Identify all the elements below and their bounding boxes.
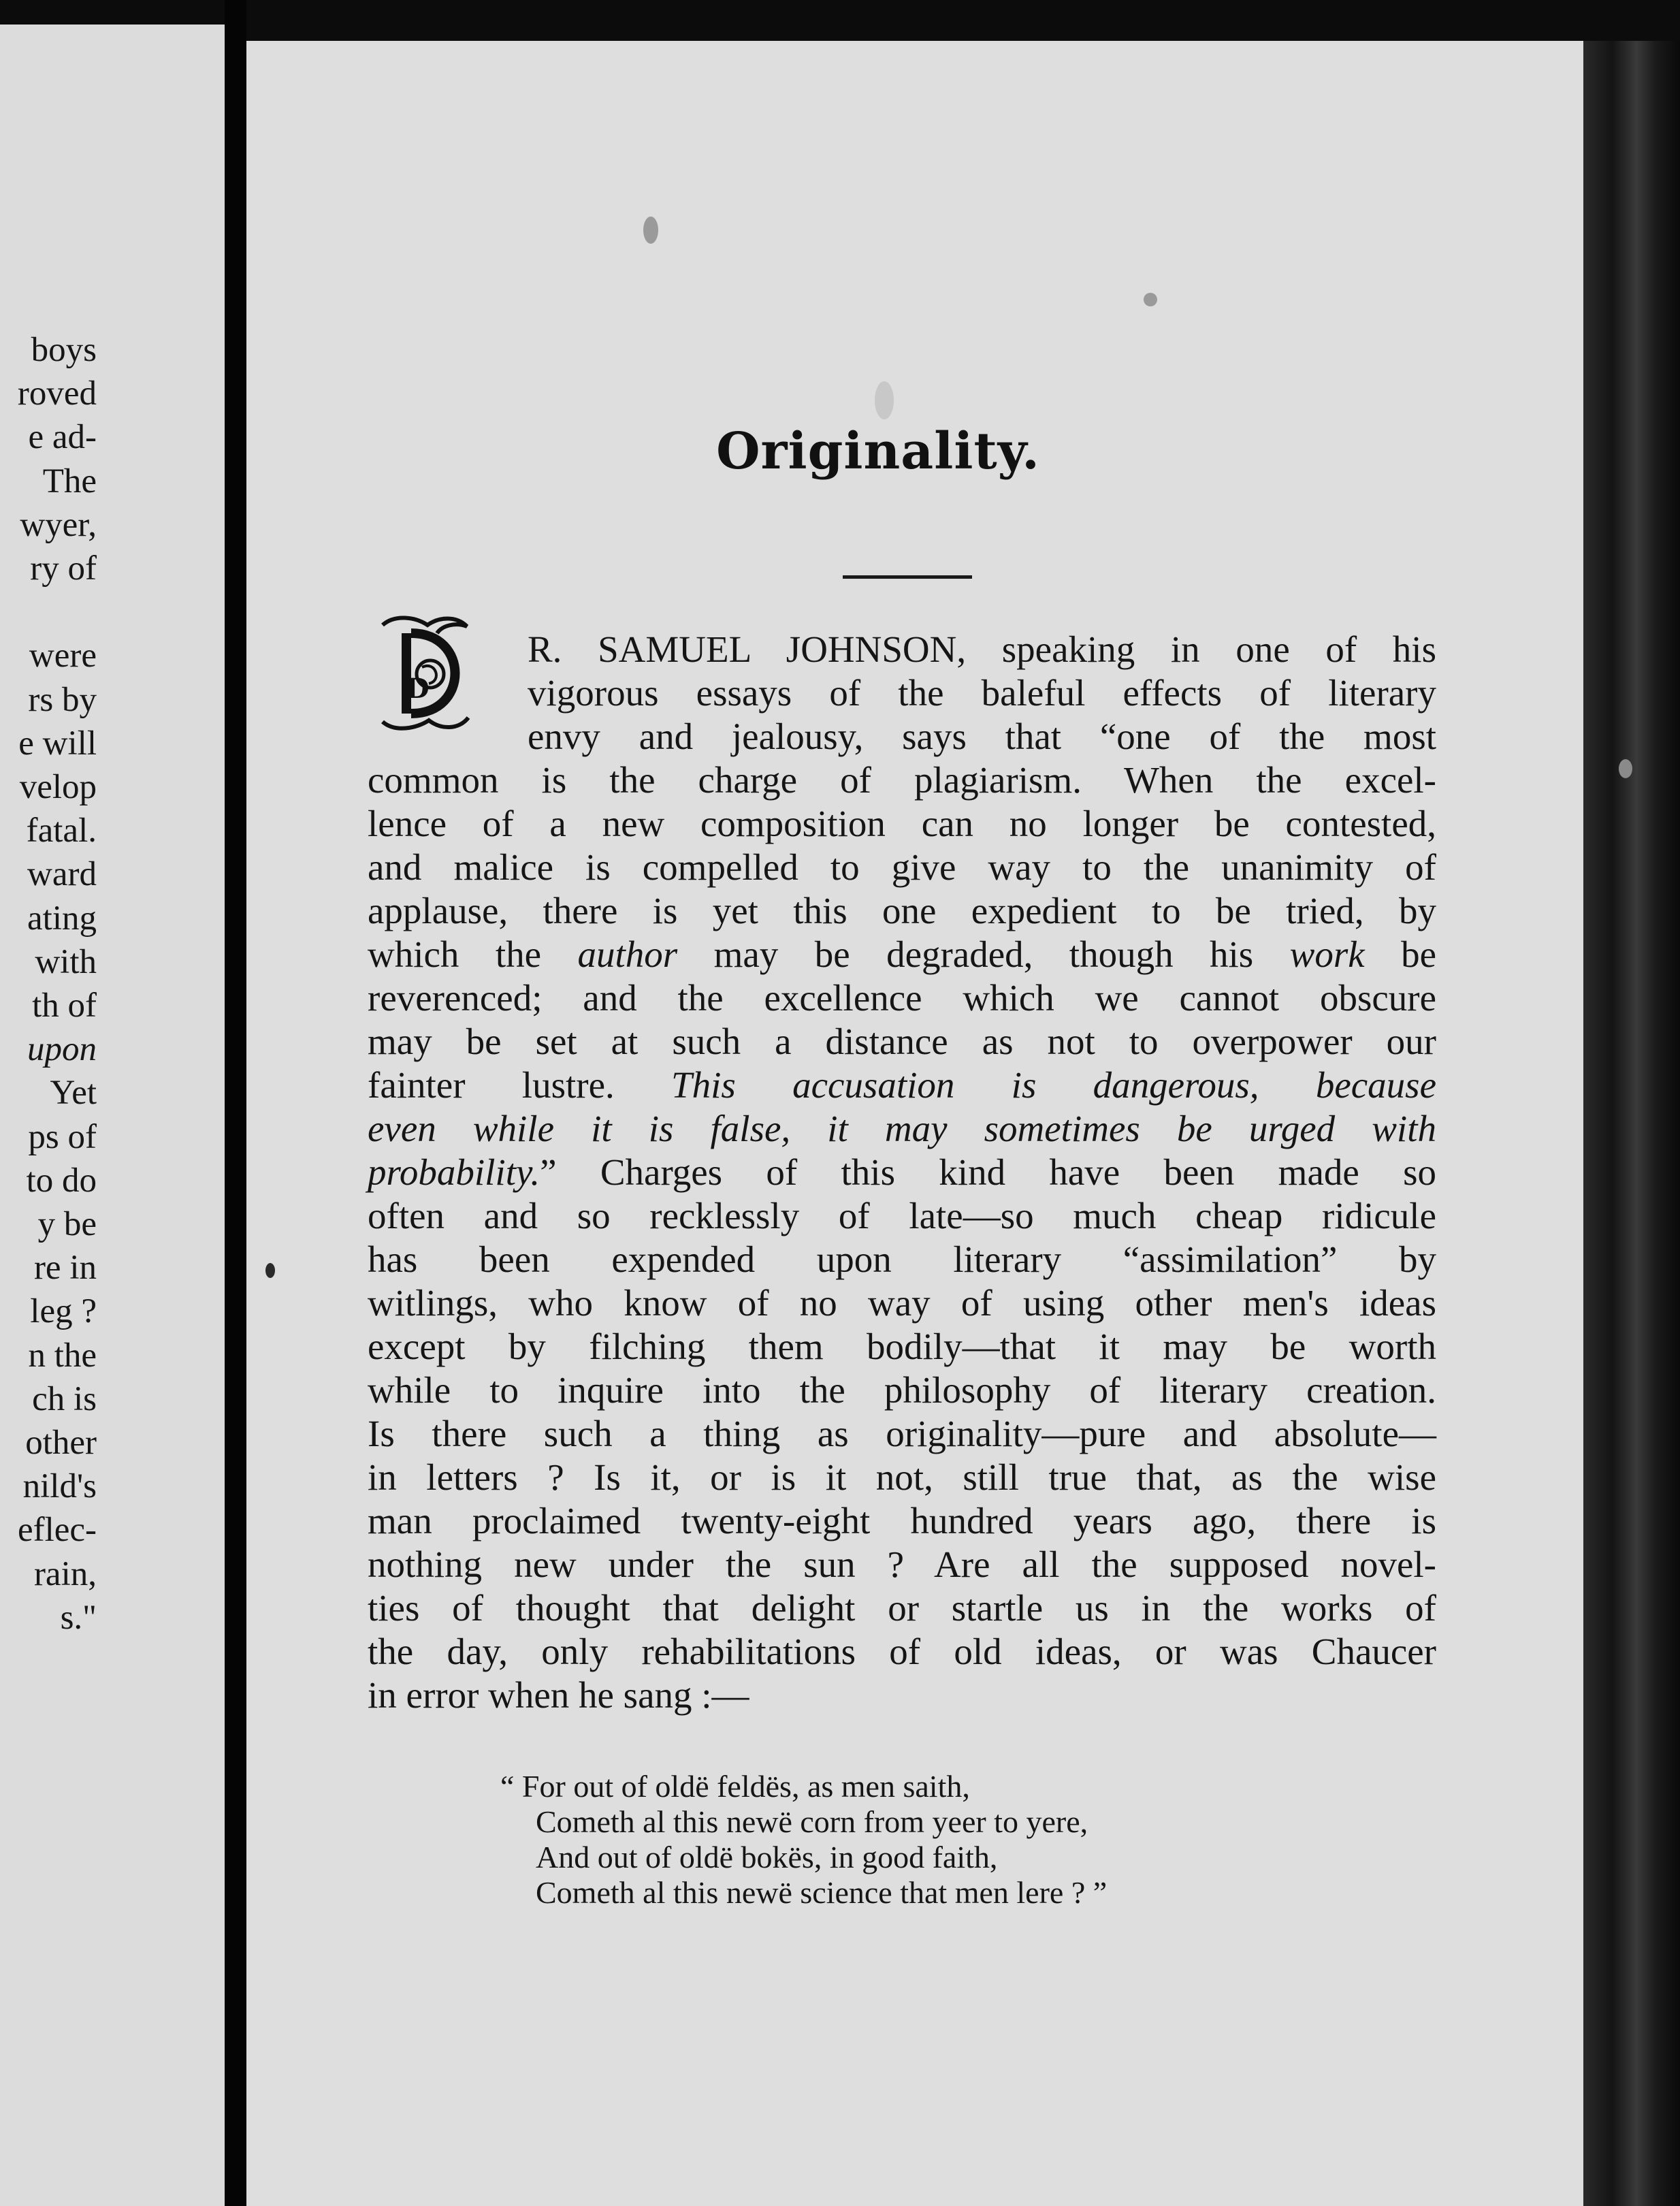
line-text: may be degraded, though his: [677, 933, 1290, 975]
line-text: reverenced; and the excellence which we cannot obscure: [368, 977, 1436, 1019]
line-text: be: [1364, 933, 1437, 975]
verse-line: Cometh al this newë corn from yeer to yere,: [536, 1804, 1088, 1839]
line-text: the day, only rehabilitations of old ideas, or was Chaucer: [368, 1631, 1436, 1672]
previous-page-line: re in: [33, 1249, 97, 1288]
title-rule: [843, 575, 972, 579]
previous-page-fragment: [0, 25, 225, 2206]
body-line: [368, 671, 1436, 715]
previous-page-line: y be: [37, 1205, 97, 1244]
line-text: Is there such a thing as originality—pure and absolute—: [368, 1413, 1436, 1454]
body-line: [368, 1238, 1436, 1281]
line-text: except by filching them bodily—that it may be worth: [368, 1326, 1436, 1367]
book-gutter: [225, 0, 246, 2206]
italic-text: work: [1289, 933, 1365, 975]
line-text: while to inquire into the philosophy of literary creation.: [368, 1369, 1436, 1411]
previous-page-line: ward: [27, 855, 97, 894]
body-line: [368, 1543, 1436, 1586]
previous-page-line: e ad-: [28, 418, 97, 457]
line-text: in letters ? Is it, or is it not, still true that, as the wise: [368, 1456, 1436, 1498]
line-text: nothing new under the sun ? Are all the supposed novel-: [368, 1544, 1436, 1585]
body-line: [368, 889, 1436, 933]
previous-page-line: rs by: [28, 680, 97, 719]
italic-text: This accusation is dangerous, because: [671, 1064, 1436, 1106]
previous-page-line: e will: [18, 724, 97, 763]
article-body: [368, 628, 1436, 1717]
italic-text: probability.: [368, 1151, 540, 1193]
body-line: [368, 933, 1436, 976]
previous-page-line: ch is: [32, 1379, 97, 1418]
body-line: [368, 1630, 1436, 1674]
body-line: [368, 715, 1436, 758]
body-line: [368, 1499, 1436, 1543]
body-line: [368, 1064, 1436, 1107]
page-edge-shadow: [1583, 41, 1680, 2206]
previous-page-line: rain,: [33, 1554, 97, 1593]
body-line: [368, 1674, 1436, 1717]
previous-page-line: upon: [27, 1030, 97, 1069]
previous-page-line: nild's: [22, 1467, 97, 1506]
body-line: [368, 1281, 1436, 1325]
body-line: [368, 802, 1436, 846]
body-line: [368, 758, 1436, 802]
previous-page-line: wyer,: [20, 505, 97, 544]
line-text: ” Charges of this kind have been made so: [540, 1151, 1436, 1193]
verse-line: And out of oldë bokës, in good faith,: [536, 1840, 998, 1874]
line-text: has been expended upon literary “assimilation” by: [368, 1238, 1436, 1280]
body-line: [368, 1194, 1436, 1238]
line-text: fainter lustre.: [368, 1064, 672, 1106]
previous-page-line: ps of: [28, 1117, 97, 1156]
verse-line: Cometh al this newë science that men lere ? ”: [536, 1875, 1108, 1910]
body-line: [368, 976, 1436, 1020]
page-title: Originality.: [716, 422, 1040, 481]
body-line: [368, 1107, 1436, 1151]
italic-text: even while it is false, it may sometimes be urged with: [368, 1108, 1436, 1149]
previous-page-line: s.": [60, 1598, 97, 1637]
previous-page-line: velop: [19, 768, 97, 807]
previous-page-line: were: [29, 637, 97, 675]
previous-page-line: The: [42, 462, 97, 500]
previous-page-line: leg ?: [30, 1292, 97, 1331]
previous-page-line: [0, 590, 97, 634]
line-text: lence of a new composition can no longer be contested,: [368, 803, 1436, 844]
previous-page-line: n the: [28, 1336, 97, 1375]
previous-page-line: to do: [26, 1161, 97, 1200]
italic-text: author: [577, 933, 678, 975]
body-line: [368, 1586, 1436, 1630]
line-text: common is the charge of plagiarism. When the excel-: [368, 759, 1436, 801]
body-line: [368, 1456, 1436, 1499]
previous-page-line: boys: [31, 331, 97, 369]
chaucer-verse: [500, 1769, 1249, 1911]
body-line: [368, 1412, 1436, 1456]
body-line: [368, 846, 1436, 889]
verse-line: “ For out of oldë feldës, as men saith,: [500, 1769, 970, 1804]
line-text: R. SAMUEL JOHNSON, speaking in one of his: [528, 628, 1436, 670]
previous-page-line: ating: [27, 899, 97, 938]
line-text: ties of thought that delight or startle us in the works of: [368, 1587, 1436, 1629]
line-text: vigorous essays of the baleful effects of literary: [528, 672, 1436, 714]
previous-page-line: eflec-: [17, 1511, 97, 1550]
line-text: which the: [368, 933, 578, 975]
line-text: envy and jealousy, says that “one of the most: [528, 716, 1436, 757]
body-line: [368, 1151, 1436, 1194]
previous-page-text: [0, 328, 97, 1640]
body-line: [368, 1369, 1436, 1412]
previous-page-line: fatal.: [26, 812, 97, 850]
previous-page-line: other: [25, 1424, 97, 1462]
line-text: may be set at such a distance as not to overpower our: [368, 1021, 1436, 1062]
previous-page-line: ry of: [30, 549, 97, 588]
drop-cap-letter: D: [406, 673, 430, 705]
previous-page-line: with: [35, 942, 97, 981]
line-text: in error when he sang :—: [368, 1674, 749, 1716]
line-text: and malice is compelled to give way to the unanimity of: [368, 846, 1436, 888]
body-line: [368, 1020, 1436, 1064]
line-text: witlings, who know of no way of using other men's ideas: [368, 1282, 1436, 1324]
previous-page-line: roved: [17, 374, 97, 413]
line-text: man proclaimed twenty-eight hundred years ago, there is: [368, 1500, 1436, 1541]
previous-page-line: Yet: [50, 1074, 97, 1113]
body-line: [368, 1325, 1436, 1369]
line-text: applause, there is yet this one expedient to be tried, by: [368, 890, 1436, 931]
line-text: often and so recklessly of late—so much cheap ridicule: [368, 1195, 1436, 1236]
previous-page-line: th of: [32, 987, 97, 1025]
body-line: [368, 628, 1436, 671]
